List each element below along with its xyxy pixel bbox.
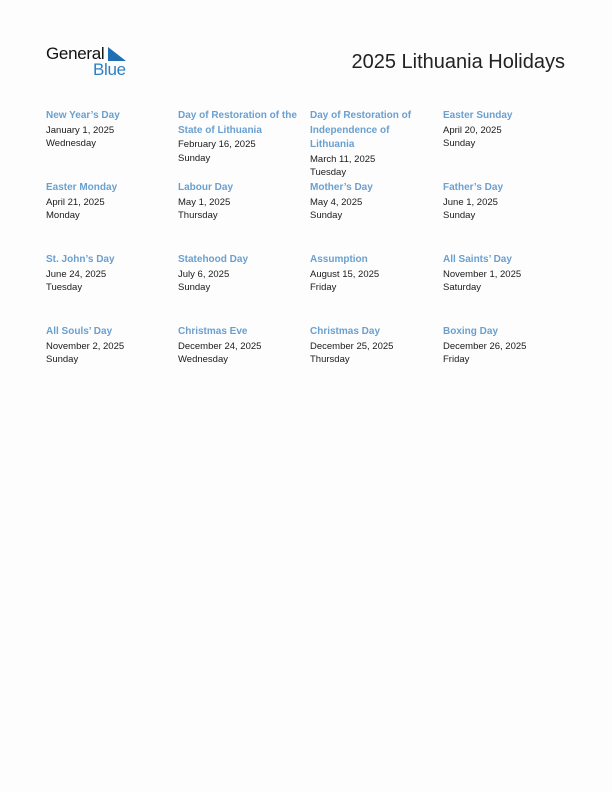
holiday-date: July 6, 2025: [178, 268, 230, 280]
holiday-weekday: Monday: [46, 210, 80, 221]
holiday-entry: [46, 109, 172, 151]
holiday-date: December 25, 2025: [310, 340, 394, 352]
holiday-weekday: Wednesday: [46, 138, 96, 149]
holiday-weekday: Sunday: [178, 282, 211, 293]
holiday-entry: [178, 253, 304, 295]
holiday-date: February 16, 2025: [178, 139, 256, 150]
holiday-name: Boxing Day: [443, 326, 499, 337]
holiday-date: December 26, 2025: [443, 340, 527, 352]
holiday-weekday: Tuesday: [46, 282, 83, 293]
holiday-date: May 4, 2025: [310, 196, 363, 208]
holiday-weekday: Sunday: [46, 354, 79, 365]
holiday-row: [46, 109, 576, 181]
holiday-entry: [443, 181, 569, 223]
holiday-date: January 1, 2025: [46, 124, 115, 136]
holiday-name: Statehood Day: [178, 254, 249, 265]
holiday-entry: [178, 109, 304, 165]
holiday-name: Christmas Eve: [178, 326, 248, 337]
holiday-name: Mother’s Day: [310, 182, 373, 193]
holiday-weekday: Friday: [310, 282, 337, 293]
holiday-name: Easter Sunday: [443, 110, 513, 121]
holiday-row: [46, 325, 576, 397]
holiday-name: St. John’s Day: [46, 254, 115, 265]
holiday-name: All Saints’ Day: [443, 254, 512, 265]
holiday-entry: [46, 181, 172, 223]
holiday-entry: [310, 253, 436, 295]
holiday-name: All Souls’ Day: [46, 326, 113, 337]
holiday-entry: [178, 181, 304, 223]
holiday-weekday: Wednesday: [178, 354, 228, 365]
holiday-date: December 24, 2025: [178, 340, 262, 352]
holiday-entry: [46, 325, 172, 367]
holiday-row: [46, 253, 576, 325]
logo-word-general: General: [46, 44, 105, 63]
holiday-grid: [46, 109, 576, 397]
holiday-entry: [443, 109, 569, 151]
page-title: 2025 Lithuania Holidays: [351, 51, 565, 73]
holiday-entry: [310, 325, 436, 367]
holiday-name: Labour Day: [178, 182, 234, 193]
holiday-entry: [178, 325, 304, 367]
holiday-weekday: Sunday: [443, 138, 476, 149]
generalblue-logo: [46, 44, 136, 80]
holiday-name: Christmas Day: [310, 326, 381, 337]
holiday-date: June 1, 2025: [443, 196, 498, 208]
holiday-entry: [310, 181, 436, 223]
holiday-row: [46, 181, 576, 253]
holiday-weekday: Sunday: [178, 152, 211, 164]
holiday-date: April 21, 2025: [46, 196, 105, 208]
holiday-weekday: Thursday: [310, 354, 350, 365]
holiday-date: November 2, 2025: [46, 340, 125, 352]
holiday-weekday: Sunday: [443, 210, 476, 221]
holiday-date: November 1, 2025: [443, 268, 522, 280]
holiday-name: Father’s Day: [443, 182, 504, 193]
holiday-weekday: Sunday: [310, 210, 343, 221]
holiday-date: April 20, 2025: [443, 124, 502, 136]
holiday-entry: [443, 253, 569, 295]
holiday-weekday: Friday: [443, 354, 470, 365]
holiday-entry: [46, 253, 172, 295]
holiday-date: May 1, 2025: [178, 196, 231, 208]
logo-word-blue: Blue: [93, 60, 126, 79]
holiday-name: Day of Restoration of the State of Lithuania: [178, 110, 297, 136]
holiday-date: June 24, 2025: [46, 268, 107, 280]
logo-triangle-icon: [108, 47, 126, 61]
holiday-name: Easter Monday: [46, 182, 118, 193]
holiday-name: Day of Restoration of Independence of Lithuania: [310, 110, 412, 150]
holiday-date: March 11, 2025: [310, 153, 376, 165]
holiday-entry: [443, 325, 569, 367]
holiday-weekday: Tuesday: [310, 167, 347, 178]
holiday-name: Assumption: [310, 254, 368, 265]
holiday-weekday: Saturday: [443, 282, 482, 293]
holiday-weekday: Thursday: [178, 210, 218, 221]
holiday-entry: [310, 109, 436, 180]
holiday-name: New Year’s Day: [46, 110, 120, 121]
holiday-date: August 15, 2025: [310, 268, 380, 280]
